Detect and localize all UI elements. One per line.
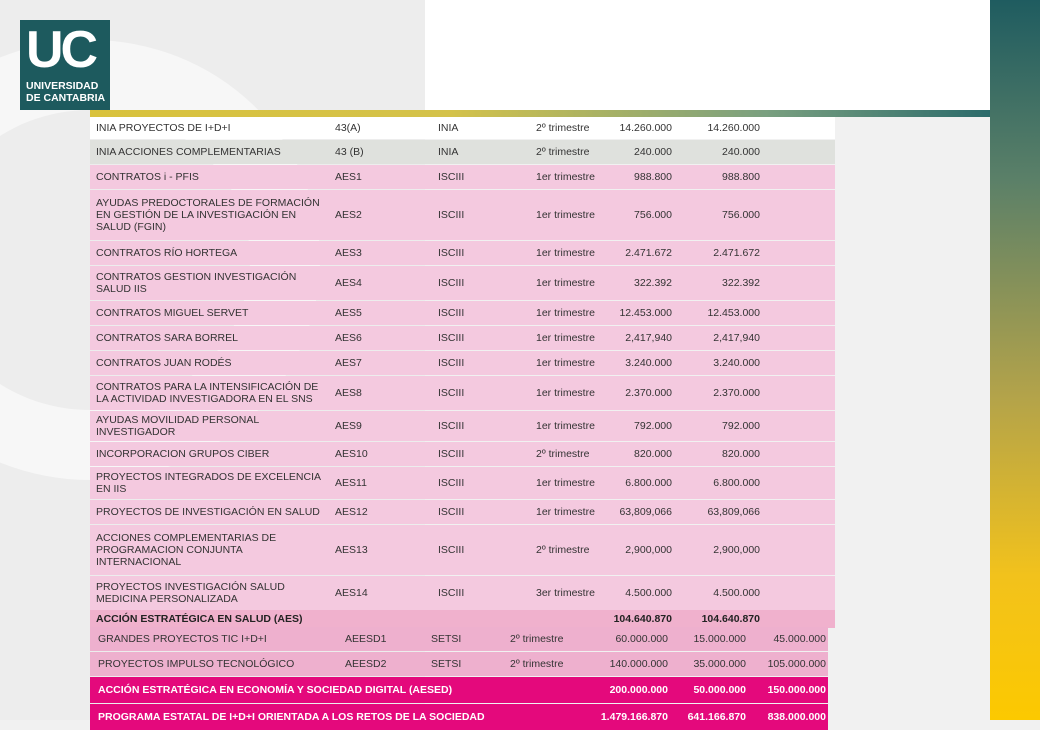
cell-agency: ISCIII (438, 448, 465, 460)
logo-line2: DE CANTABRIA (26, 92, 106, 104)
cell-total: 2,900,000 (625, 544, 672, 556)
cell-year: 14.260.000 (707, 122, 760, 134)
cell-quarter: 2º trimestre (536, 146, 590, 158)
cell-total: 2,417,940 (625, 332, 672, 344)
cell-total: 3.240.000 (625, 357, 672, 369)
cell-rest: 150.000.000 (767, 684, 826, 696)
table-row (90, 442, 835, 466)
cell-total: 988.800 (634, 171, 672, 183)
cell-total: 756.000 (634, 209, 672, 221)
cell-name: CONTRATOS i - PFIS (96, 171, 199, 183)
table-row (90, 411, 835, 441)
cell-name: CONTRATOS JUAN RODÉS (96, 357, 232, 369)
cell-total: 104.640.870 (613, 613, 672, 625)
cell-rest: 45.000.000 (773, 633, 826, 645)
background-top-panel (425, 0, 990, 112)
cell-agency: SETSI (431, 633, 462, 645)
cell-rest: 105.000.000 (767, 658, 826, 670)
table-row (90, 351, 835, 375)
cell-code: 43(A) (335, 122, 361, 134)
cell-code: AES10 (335, 448, 368, 460)
table-row (90, 117, 835, 139)
cell-name: ACCIONES COMPLEMENTARIAS DE PROGRAMACION CONJUNTA INTERNACIONAL (96, 532, 277, 568)
cell-quarter: 1er trimestre (536, 506, 595, 518)
cell-year: 322.392 (722, 277, 760, 289)
cell-agency: ISCIII (438, 587, 465, 599)
cell-year: 4.500.000 (713, 587, 760, 599)
cell-quarter: 1er trimestre (536, 307, 595, 319)
cell-name: CONTRATOS MIGUEL SERVET (96, 307, 249, 319)
cell-quarter: 1er trimestre (536, 387, 595, 399)
cell-total: 4.500.000 (625, 587, 672, 599)
header-stripe (90, 110, 990, 117)
cell-code: AES4 (335, 277, 362, 289)
cell-total: 60.000.000 (615, 633, 668, 645)
cell-quarter: 1er trimestre (536, 209, 595, 221)
cell-quarter: 1er trimestre (536, 247, 595, 259)
cell-total: 322.392 (634, 277, 672, 289)
cell-quarter: 1er trimestre (536, 332, 595, 344)
cell-year: 35.000.000 (693, 658, 746, 670)
cell-year: 63,809,066 (707, 506, 760, 518)
side-gradient-bar (990, 0, 1040, 720)
cell-code: AES7 (335, 357, 362, 369)
table-row (90, 576, 835, 610)
table-row (90, 165, 835, 189)
cell-code: AES1 (335, 171, 362, 183)
cell-agency: ISCIII (438, 332, 465, 344)
cell-quarter: 1er trimestre (536, 477, 595, 489)
cell-agency: ISCIII (438, 307, 465, 319)
cell-quarter: 2º trimestre (536, 544, 590, 556)
table-row (90, 326, 835, 350)
cell-name: CONTRATOS SARA BORREL (96, 332, 238, 344)
logo-abbr: UC (26, 21, 96, 79)
university-logo (20, 20, 110, 110)
logo-line1: UNIVERSIDAD (26, 80, 99, 92)
cell-year: 2.370.000 (713, 387, 760, 399)
cell-quarter: 1er trimestre (536, 420, 595, 432)
cell-name: CONTRATOS PARA LA INTENSIFICACIÓN DE LA ACTIVIDAD INVESTIGADORA EN EL SNS (96, 381, 319, 405)
cell-quarter: 2º trimestre (536, 122, 590, 134)
table-row (90, 500, 835, 524)
cell-total: 12.453.000 (619, 307, 672, 319)
cell-rest: 838.000.000 (767, 711, 826, 723)
table-row (90, 140, 835, 164)
cell-total: 140.000.000 (609, 658, 668, 670)
cell-year: 641.166.870 (687, 711, 746, 723)
cell-year: 104.640.870 (701, 613, 760, 625)
cell-total: 2.471.672 (625, 247, 672, 259)
cell-code: AEESD1 (345, 633, 387, 645)
cell-total: 240.000 (634, 146, 672, 158)
cell-code: AES9 (335, 420, 362, 432)
cell-year: 988.800 (722, 171, 760, 183)
cell-code: AES8 (335, 387, 362, 399)
cell-agency: INIA (438, 122, 459, 134)
cell-code: AES5 (335, 307, 362, 319)
table-row (90, 301, 835, 325)
cell-name: ACCIÓN ESTRATÉGICA EN ECONOMÍA Y SOCIEDAD DIGITAL (AESED) (98, 684, 453, 696)
cell-code: AES11 (335, 477, 367, 489)
cell-code: AES3 (335, 247, 362, 259)
table-row (90, 190, 835, 240)
subtotal-row-aesed (90, 677, 828, 703)
cell-agency: SETSI (431, 658, 462, 670)
cell-total: 63,809,066 (619, 506, 672, 518)
cell-year: 15.000.000 (693, 633, 746, 645)
cell-name: ACCIÓN ESTRATÉGICA EN SALUD (AES) (96, 613, 303, 625)
cell-agency: ISCIII (438, 477, 465, 489)
cell-total: 2.370.000 (625, 387, 672, 399)
cell-year: 820.000 (722, 448, 760, 460)
cell-year: 3.240.000 (713, 357, 760, 369)
cell-year: 2,417,940 (713, 332, 760, 344)
cell-agency: ISCIII (438, 209, 465, 221)
cell-agency: INIA (438, 146, 459, 158)
cell-name: INCORPORACION GRUPOS CIBER (96, 448, 270, 460)
cell-name: PROYECTOS IMPULSO TECNOLÓGICO (98, 658, 295, 670)
cell-agency: ISCIII (438, 544, 465, 556)
cell-quarter: 2º trimestre (510, 658, 564, 670)
cell-code: AEESD2 (345, 658, 387, 670)
cell-name: INIA ACCIONES COMPLEMENTARIAS (96, 146, 281, 158)
cell-agency: ISCIII (438, 277, 465, 289)
table-row (90, 467, 835, 499)
table-row (90, 376, 835, 410)
cell-code: AES14 (335, 587, 368, 599)
cell-quarter: 1er trimestre (536, 357, 595, 369)
subtotal-row-aes (90, 610, 835, 628)
cell-name: PROGRAMA ESTATAL DE I+D+I ORIENTADA A LOS RETOS DE LA SOCIEDAD (98, 711, 485, 723)
cell-name: AYUDAS PREDOCTORALES DE FORMACIÓN EN GESTIÓN DE LA INVESTIGACIÓN EN SALUD (FGIN) (96, 197, 320, 233)
cell-name: PROYECTOS INVESTIGACIÓN SALUD MEDICINA PERSONALIZADA (96, 581, 285, 605)
cell-name: INIA PROYECTOS DE I+D+I (96, 122, 231, 134)
cell-year: 2,900,000 (713, 544, 760, 556)
cell-year: 50.000.000 (693, 684, 746, 696)
table-row (90, 241, 835, 265)
cell-code: AES12 (335, 506, 368, 518)
cell-code: 43 (B) (335, 146, 364, 158)
cell-agency: ISCIII (438, 357, 465, 369)
cell-code: AES2 (335, 209, 362, 221)
cell-year: 6.800.000 (713, 477, 760, 489)
table-row (90, 525, 835, 575)
cell-agency: ISCIII (438, 420, 465, 432)
cell-agency: ISCIII (438, 247, 465, 259)
table-row (90, 266, 835, 300)
cell-name: AYUDAS MOVILIDAD PERSONAL INVESTIGADOR (96, 414, 259, 438)
cell-year: 2.471.672 (713, 247, 760, 259)
cell-total: 200.000.000 (609, 684, 668, 696)
cell-agency: ISCIII (438, 506, 465, 518)
cell-quarter: 2º trimestre (510, 633, 564, 645)
table-row (90, 627, 828, 651)
cell-quarter: 3er trimestre (536, 587, 595, 599)
cell-quarter: 1er trimestre (536, 277, 595, 289)
cell-year: 756.000 (722, 209, 760, 221)
cell-agency: ISCIII (438, 387, 465, 399)
cell-name: PROYECTOS INTEGRADOS DE EXCELENCIA EN IIS (96, 471, 321, 495)
cell-quarter: 2º trimestre (536, 448, 590, 460)
cell-year: 240.000 (722, 146, 760, 158)
cell-agency: ISCIII (438, 171, 465, 183)
table-row (90, 652, 828, 676)
grand-total-row (90, 704, 828, 730)
cell-name: CONTRATOS RÍO HORTEGA (96, 247, 238, 259)
cell-code: AES6 (335, 332, 362, 344)
cell-total: 6.800.000 (625, 477, 672, 489)
cell-total: 820.000 (634, 448, 672, 460)
cell-code: AES13 (335, 544, 368, 556)
cell-year: 792.000 (722, 420, 760, 432)
cell-name: GRANDES PROYECTOS TIC I+D+I (98, 633, 267, 645)
cell-name: CONTRATOS GESTION INVESTIGACIÓN SALUD IIS (96, 271, 297, 295)
cell-total: 14.260.000 (619, 122, 672, 134)
cell-total: 792.000 (634, 420, 672, 432)
cell-total: 1.479.166.870 (600, 711, 668, 723)
cell-year: 12.453.000 (707, 307, 760, 319)
cell-quarter: 1er trimestre (536, 171, 595, 183)
cell-name: PROYECTOS DE INVESTIGACIÓN EN SALUD (96, 506, 320, 518)
